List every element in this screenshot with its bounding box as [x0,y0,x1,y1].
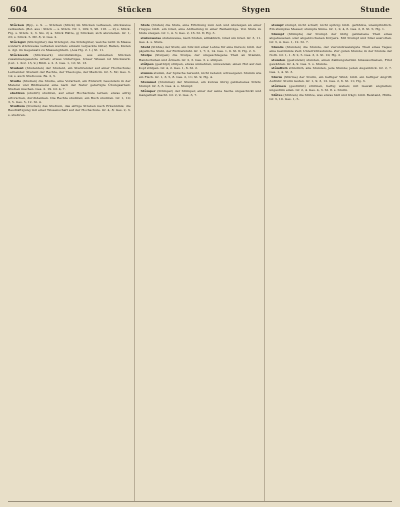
dictionary-entry [139,53,262,61]
dictionary-entry [8,53,131,65]
entry-text: (Stulpen) die Stulpe, der umgeschlagene Theil an Stiefeln, Handschuhen und Ärmeln. Gr. 2, 3. Ges. 3. s. stülpen. [138,53,262,62]
entry-text: (Studien) die Studie, eine Vorarbeit, ein Entwurf; besonders in der Malerei und Bildhauerei eine nach der Natur gefertigte Übungsarbeit. Studien machen. Ges. 2. 19. Gr. 4, 7. [8,78,131,91]
entry-headword: Stunde [271,44,284,49]
dictionary-entry [139,80,262,88]
entry-headword: stündlich [271,66,288,71]
entry-headword: Stulpe [140,53,152,58]
entry-text: (Studenten) der Student, ein Studirender auf einer Hochschule; Lernender. Student der Rechte, der Theologie, der Medicin. Gr. 5. 62; Ges. 3. 14; s. auch Studiosus. Bs. 2, 5. [8,65,131,78]
dictionary-entry [139,71,262,79]
entry-headword: Student [10,65,24,70]
entry-headword: stürmen [271,83,286,88]
dictionary-entry [139,45,262,53]
entry-headword: Studie [10,78,22,83]
center-title: Stygen [241,5,271,14]
entry-headword: stumpf [271,23,284,27]
entry-headword: Stufe [140,23,150,27]
dictionary-entry [8,104,131,116]
entry-text: (Stühle) der Stuhl, ein Sitz mit einer Lehne für eine Person; bildl. der päpstliche Stuhl, der Richterstuhl. Gr. 1, 7; 2, 14. Ges. 1, 9. St. 6; Hg. 2. 3. [138,44,262,53]
entry-text: stufenweise, nach Stufen, allmählich, Grad um Grad. Gr. 3, 11. Ges. 4. s. Stufe. [138,35,262,44]
entry-headword: stülpen [140,62,154,67]
entry-text: (Studien) das Studium, das eifrige Streben nach Erkenntnis; die Beschäftigung mit einer Wissenschaft auf der Hochschule. Gr. 4, 8; Ges. 2, 3. s. studiren. [8,104,131,117]
dictionary-entry [139,36,262,44]
dictionary-entry [139,23,262,35]
entry-text: (gestürmt) stürmen, heftig wehen; mit Gewalt angreifen; ungestüm eilen. Gr. 2, 4. Ges. 4, 3. St. 8. s. Sturm. [269,83,393,92]
entry-headword: studiren [10,91,25,96]
entry-headword: Stütze [271,92,283,97]
left-title: Stücken [117,5,152,14]
entry-headword: Stuhl [140,44,151,49]
dictionary-entry [139,89,262,97]
entry-text: (studirt) studiren, auf einer Hochschule lernen; etwas eifrig erforschen, durchdenken. Die Rechte studiren; ein Buch studiren. Gr. 1, 10; 3, 5. Ges. 5, 12. St. 4. [8,91,131,104]
entry-headword: Stücken [10,23,25,27]
entry-text: (gestundet) stunden, einen Zahlungstermin hinausschieben, Frist gewähren. Gr. 4, 9. Ges. 5. s. Stunde. [269,57,393,66]
entry-headword: Studium [10,104,25,109]
dictionary-entry [269,45,392,57]
dictionary-entry [269,58,392,66]
text-columns [8,23,392,501]
entry-headword: Sturm [271,75,283,80]
entry-headword: stufenweise [140,35,162,40]
entry-headword: Stummel [140,79,157,84]
dictionary-entry [8,79,131,91]
dictionary-entry [269,93,392,101]
dictionary-entry [269,84,392,92]
dictionary-entry [8,23,131,39]
entry-text: (Stummel) der Stummel, ein kurzes übrig gebliebenes Stück; Stumpf. Gr. 3, 6. Ges. 4. s. Stumpf. [138,79,262,88]
entry-text: (Bpy., s. S. — Stücken (Stück) im Stücken verkauen, stückweise verkaufen. (Bot. aus : Stück — s. Stück. Nr. 1, 109; 5, 96. 116. — Z) s. Stück. Fig. s. Stück. 2, 3. Sis. 2) a. Stück Hätte, g) Stücken; sich abzuteilen. Gr. 1, 23; s. Stück. 5. Mr. 8, 9. Ges. 2. [8,23,131,40]
entry-text: stündlich, alle Stunden, jede Stunde; jeden Augenblick. Gr. 2, 7. Ges. 1, 4. St. 3. [269,66,393,75]
column-right [269,23,392,501]
entry-text: (Stümpfe) der Stumpf, der übrig gebliebene Theil eines abgehauenen oder abgebrochenen Körpers. Mit Stumpf und Stiel ausrotten. Gr. 3, 4. Ges. 1, 12. St. 7. [269,31,393,44]
bottom-rule [8,501,392,502]
column-middle [139,23,266,501]
entry-text: (Stückgüter) das Stückgut, die Stückgüter, welche nicht in Masse sondern stückweise verladen werden; einzeln verpackte Güter, Ballen, Kisten u. dgl. im Gegensatz zu Massengütern. (Aus Hg. 2. 1.) St. 11. [8,39,131,53]
entry-text: (Stufen) die Stufe, eine Erhöhung zum Auf- und Absteigen an einer Treppe; bildl. ein Grad, eine Abtheilung in einer Reihenfolge. Von Stufe zu Stufe steigen. Gr. 1, 4. 5; Ges. 2, 16. St. 8; Hg. 3. [138,23,262,36]
running-head [8,4,392,19]
entry-text: (Stürme) der Sturm, ein heftiger Wind; bildl. ein heftiger Angriff; Aufruhr. Sturm laufen. Gr. 1, 9; 3, 12. Ges. 2, 6. St. 11; Hg. 3. [269,75,393,84]
column-left [8,23,135,501]
dictionary-entry [8,66,131,78]
dictionary-entry [8,40,131,52]
entry-text: stumpf, nicht scharf, nicht spitzig; bildl. gefühllos, unempfindlich. Ein stumpfes Messer; stumpfe Sinne. Gr. 1, 2; 4, 6. Ges. 2, 8. St. 5; Hg. 1. [269,23,393,32]
entry-text: (gestülpt) stülpen, etwas umkehren, umwenden; einen Hut auf den Kopf stülpen. Gr. 4, 2. Ges. 1, 6. St. 2. [138,62,262,71]
dictionary-entry [139,62,262,70]
right-title: Stunde [360,5,390,14]
entry-text: (Stunden) die Stunde, der vierundzwanzigste Theil eines Tages; eine bestimmte Zeit; Unterrichtsstunde. Zur guten Stunde; in der Stunde der Noth. Gr. 1, 1. 8; 2, 5. Ges. 3, 2. St. 10; Hg. 2. [269,44,393,57]
dictionary-entry [269,75,392,83]
entry-text: (Stützen) die Stütze, was etwas hält und trägt; bildl. Beistand, Hülfe. Gr. 3, 10. Ges. 1, 5. [269,92,393,101]
dictionary-entry [269,23,392,31]
entry-text: (Stückwerk) unvollständige, aus einzelnen Stücken zusammengesetzte Arbeit; etwas Unfertiges. Unser Wissen ist Stückwerk. (Lut. 1. Kor. 13, 9.) Bildl. s. 2. 3. Ges. 1, 12; St. 13. [8,52,131,66]
entry-headword: Stümper [140,88,156,93]
entry-text: stumm, der Sprache beraubt, nicht redend; schweigend. Stumm wie ein Fisch. Gr. 1, 3; 5, 8. Ges. 2, 11; St. 9; Hg. 4. [138,71,262,80]
entry-headword: Stückwerk [10,52,29,57]
entry-headword: Stückgut [10,39,26,44]
dictionary-entry [8,91,131,103]
page-number: 604 [10,4,28,14]
entry-headword: stumm [140,71,153,75]
dictionary-entry [269,66,392,74]
dictionary-entry [269,32,392,44]
entry-text: (Stümper) der Stümper, einer der seine Sache ungeschickt und mangelhaft macht. Gr. 2, 9. Ges. 3, 7. [138,88,262,97]
entry-headword: Stumpf [271,31,285,36]
entry-headword: stunden [271,57,286,62]
